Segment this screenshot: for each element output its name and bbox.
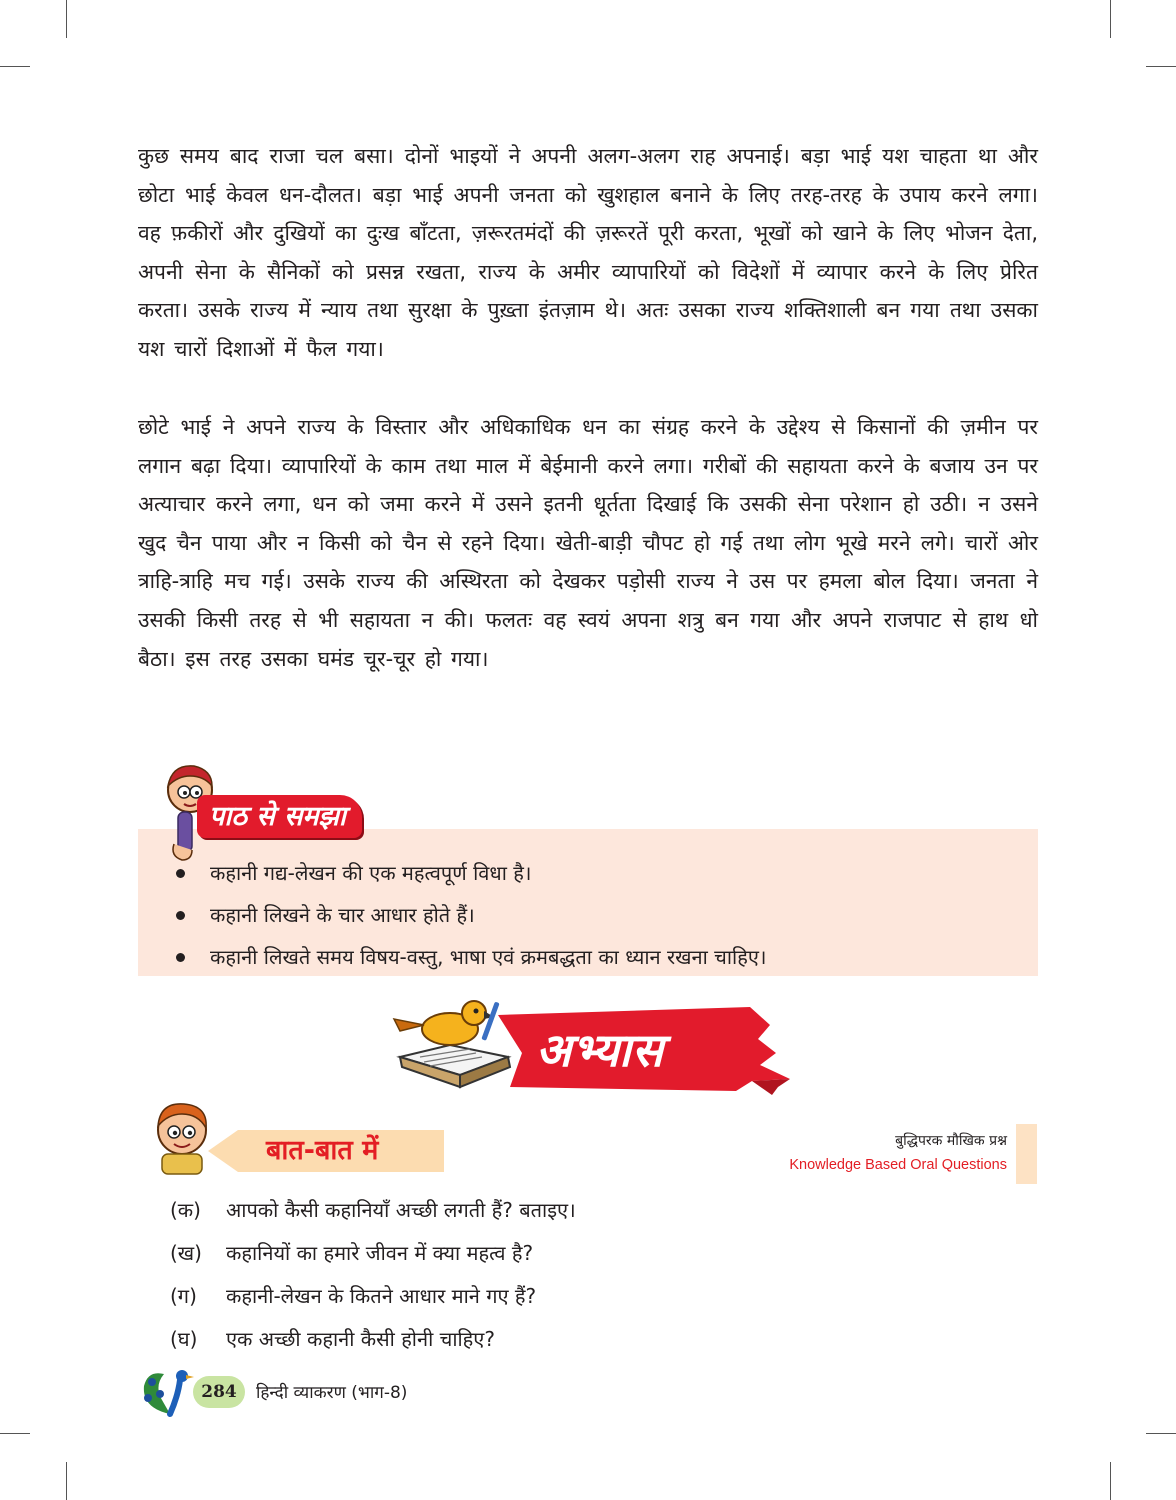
question-item: (घ) एक अच्छी कहानी कैसी होनी चाहिए? <box>170 1327 495 1351</box>
crop-mark <box>0 66 30 67</box>
question-type-hindi: बुद्धिपरक मौखिक प्रश्न <box>895 1133 1007 1149</box>
crop-mark <box>66 0 67 38</box>
crop-mark <box>1110 0 1111 38</box>
crop-mark <box>1146 1433 1176 1434</box>
list-item: कहानी लिखते समय विषय-वस्तु, भाषा एवं क्रमबद्धता का ध्यान रखना चाहिए। <box>170 936 766 978</box>
peacock-icon <box>140 1366 200 1418</box>
question-type-bar <box>1016 1124 1037 1184</box>
bullet-icon <box>176 953 185 962</box>
question-item: (ग) कहानी-लेखन के कितने आधार माने गए हैं? <box>170 1284 537 1308</box>
crop-mark <box>1110 1462 1111 1500</box>
page-number: 284 <box>193 1376 245 1408</box>
list-item: कहानी गद्य-लेखन की एक महत्वपूर्ण विधा है। <box>170 852 766 894</box>
oral-section-label: बात-बात में <box>266 1135 379 1166</box>
question-type-english: Knowledge Based Oral Questions <box>789 1157 1007 1173</box>
boy-pointing-icon <box>152 1096 214 1176</box>
understanding-title: पाठ से समझा <box>197 795 362 838</box>
story-paragraph-1: कुछ समय बाद राजा चल बसा। दोनों भाइयों ने अपनी अलग-अलग राह अपनाई। बड़ा भाई यश चाहता था और छोटा भाई केवल धन-दौलत। बड़ा भाई अपनी जनता को खुशहाल बनाने के लिए तरह-तरह के उपाय करने लगा। वह फ़कीरों और दुखियों का दुःख बाँटता, ज़रूरतमंदों की ज़रूरतें पूरी करता, भूखों को खाने के लिए भोजन देता, अपनी सेना के सैनिकों को प्रसन्न रखता, राज्य के अमीर व्यापारियों को विदेशों में व्यापार करने के लिए प्रेरित करता। उसके राज्य में न्याय तथा सुरक्षा के पुख़्ता इंतज़ाम थे। अतः उसका राज्य शक्तिशाली बन गया तथा उसका यश चारों दिशाओं में फैल गया। <box>138 144 1038 361</box>
exercise-title: अभ्यास <box>536 1023 664 1077</box>
question-item: (क) आपको कैसी कहानियाँ अच्छी लगती हैं? बताइए। <box>170 1198 576 1222</box>
question-item: (ख) कहानियों का हमारे जीवन में क्या महत्व है? <box>170 1241 534 1265</box>
crop-mark <box>66 1462 67 1500</box>
bullet-icon <box>176 911 185 920</box>
bullet-icon <box>176 869 185 878</box>
story-paragraph-2: छोटे भाई ने अपने राज्य के विस्तार और अधिकाधिक धन का संग्रह करने के उद्देश्य से किसानों की ज़मीन पर लगान बढ़ा दिया। व्यापारियों के काम तथा माल में बेईमानी करने लगा। गरीबों की सहायता करने के बजाय उन पर अत्याचार करने लगा, धन को जमा करने में उसने इतनी धूर्तता दिखाई कि उसकी सेना परेशान हो उठी। न उसने खुद चैन पाया और न किसी को चैन से रहने दिया। खेती-बाड़ी चौपट हो गई तथा लोग भूखे मरने लगे। चारों ओर त्राहि-त्राहि मच गई। उसके राज्य की अस्थिरता को देखकर पड़ोसी राज्य ने उस पर हमला बोल दिया। जनता ने उसकी किसी तरह से भी सहायता न की। फलतः वह स्वयं अपना शत्रु बन गया और अपने राजपाट से हाथ धो बैठा। इस तरह उसका घमंड चूर-चूर हो गया। <box>138 415 1038 671</box>
crop-mark <box>1146 66 1176 67</box>
list-item: कहानी लिखने के चार आधार होते हैं। <box>170 894 766 936</box>
book-title: हिन्दी व्याकरण (भाग-8) <box>256 1383 408 1403</box>
understanding-list <box>170 852 766 978</box>
crop-mark <box>0 1433 30 1434</box>
